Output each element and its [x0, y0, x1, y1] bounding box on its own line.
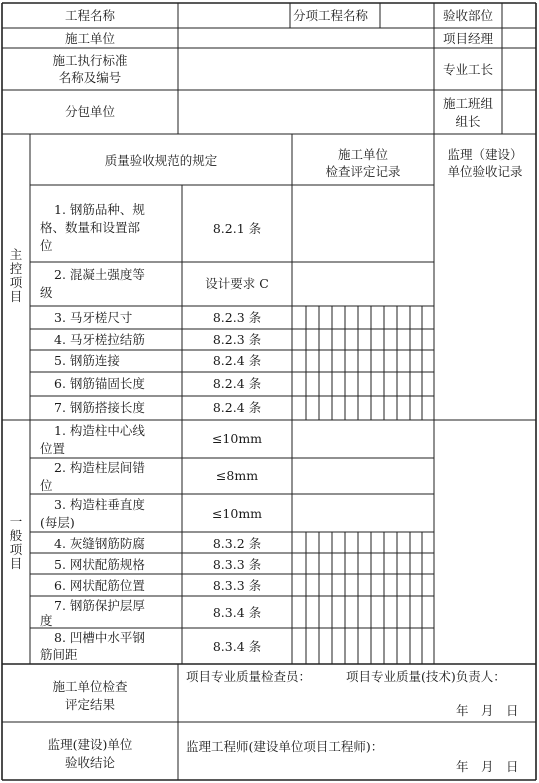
general-item-5-line1: 5. 网状配筋规格	[54, 557, 145, 572]
general-item-1-line2: 位置	[40, 441, 66, 456]
team-leader-line2: 组长	[455, 114, 481, 129]
general-item-1-line1: 1. 构造柱中心线	[54, 423, 145, 438]
project-manager-label: 项目经理	[442, 31, 493, 46]
main-item-3-line1: 3. 马牙槎尺寸	[54, 310, 133, 325]
main-item-4-ref: 8.2.3 条	[212, 332, 262, 347]
main-item-3-ref: 8.2.3 条	[212, 310, 262, 325]
general-item-2-ref: ≤8mm	[215, 468, 259, 483]
general-item-7-line1: 7. 钢筋保护层厚	[54, 598, 145, 613]
general-item-2-line1: 2. 构造柱层间错	[54, 460, 145, 475]
subcontract-label: 分包单位	[64, 104, 115, 119]
accept-part-label: 验收部位	[442, 8, 493, 23]
main-item-5-ref: 8.2.4 条	[212, 353, 262, 368]
general-item-6-ref: 8.3.3 条	[212, 578, 262, 593]
main-item-1-line3: 位	[40, 238, 53, 253]
general-item-8-line2: 筋间距	[40, 647, 78, 662]
general-item-7-ref: 8.3.4 条	[212, 605, 262, 620]
foreman-label: 专业工长	[442, 62, 493, 77]
standard-label-line1: 施工执行标准	[52, 53, 128, 68]
general-item-4-ref: 8.3.2 条	[212, 536, 262, 551]
general-item-3-line1: 3. 构造柱垂直度	[54, 497, 145, 512]
general-item-3-ref: ≤10mm	[211, 506, 263, 521]
tech-lead-text: 项目专业质量(技术)负责人：	[346, 669, 506, 684]
general-item-4-line1: 4. 灰缝钢筋防腐	[54, 536, 145, 551]
check-header-line2: 检查评定记录	[325, 164, 401, 179]
main-item-4-line1: 4. 马牙槎拉结筋	[54, 332, 145, 347]
general-item-8-line1: 8. 凹槽中水平钢	[54, 630, 145, 645]
main-item-2-line2: 级	[40, 285, 53, 300]
main-group-label: 主控项目	[9, 247, 23, 304]
general-item-7-line2: 度	[40, 613, 53, 628]
main-item-1-line1: 1. 钢筋品种、规	[54, 202, 145, 217]
general-item-5-ref: 8.3.3 条	[212, 557, 262, 572]
inspector-text: 项目专业质量检查员：	[186, 669, 312, 684]
main-item-1-line2: 格、数量和设置部	[40, 220, 141, 235]
general-item-3-line2: (每层)	[40, 515, 75, 530]
main-item-2-line1: 2. 混凝土强度等	[54, 267, 145, 282]
check-header-line1: 施工单位	[337, 147, 388, 162]
main-item-6-line1: 6. 钢筋锚固长度	[54, 376, 145, 391]
check-date: 年 月 日	[456, 703, 519, 718]
conclusion-line1: 监理(建设)单位	[47, 737, 133, 752]
sub-project-label: 分项工程名称	[293, 8, 369, 23]
main-item-1-ref: 8.2.1 条	[212, 221, 262, 236]
conclusion-date: 年 月 日	[456, 759, 519, 774]
general-item-2-line2: 位	[40, 478, 53, 493]
general-item-6-line1: 6. 网状配筋位置	[54, 578, 145, 593]
spec-header: 质量验收规范的规定	[104, 153, 218, 168]
team-leader-line1: 施工班组	[442, 96, 493, 111]
general-item-1-ref: ≤10mm	[211, 431, 263, 446]
engineer-text: 监理工程师(建设单位项目工程师)：	[186, 739, 384, 754]
main-item-2-ref: 设计要求 C	[205, 276, 269, 291]
construction-unit-label: 施工单位	[64, 31, 115, 46]
project-name-label: 工程名称	[64, 8, 115, 23]
standard-label-line2: 名称及编号	[58, 70, 122, 85]
general-group-label: 一般项目	[9, 514, 23, 571]
supervision-header-line1: 监理（建设）	[447, 147, 523, 162]
supervision-header-line2: 单位验收记录	[447, 164, 523, 179]
conclusion-line2: 验收结论	[64, 755, 115, 770]
main-item-7-ref: 8.2.4 条	[212, 400, 262, 415]
main-item-6-ref: 8.2.4 条	[212, 376, 262, 391]
check-result-line1: 施工单位检查	[52, 679, 128, 694]
general-item-8-ref: 8.3.4 条	[212, 639, 262, 654]
main-item-7-line1: 7. 钢筋搭接长度	[54, 400, 145, 415]
main-item-5-line1: 5. 钢筋连接	[54, 353, 120, 368]
check-result-line2: 评定结果	[64, 697, 115, 712]
